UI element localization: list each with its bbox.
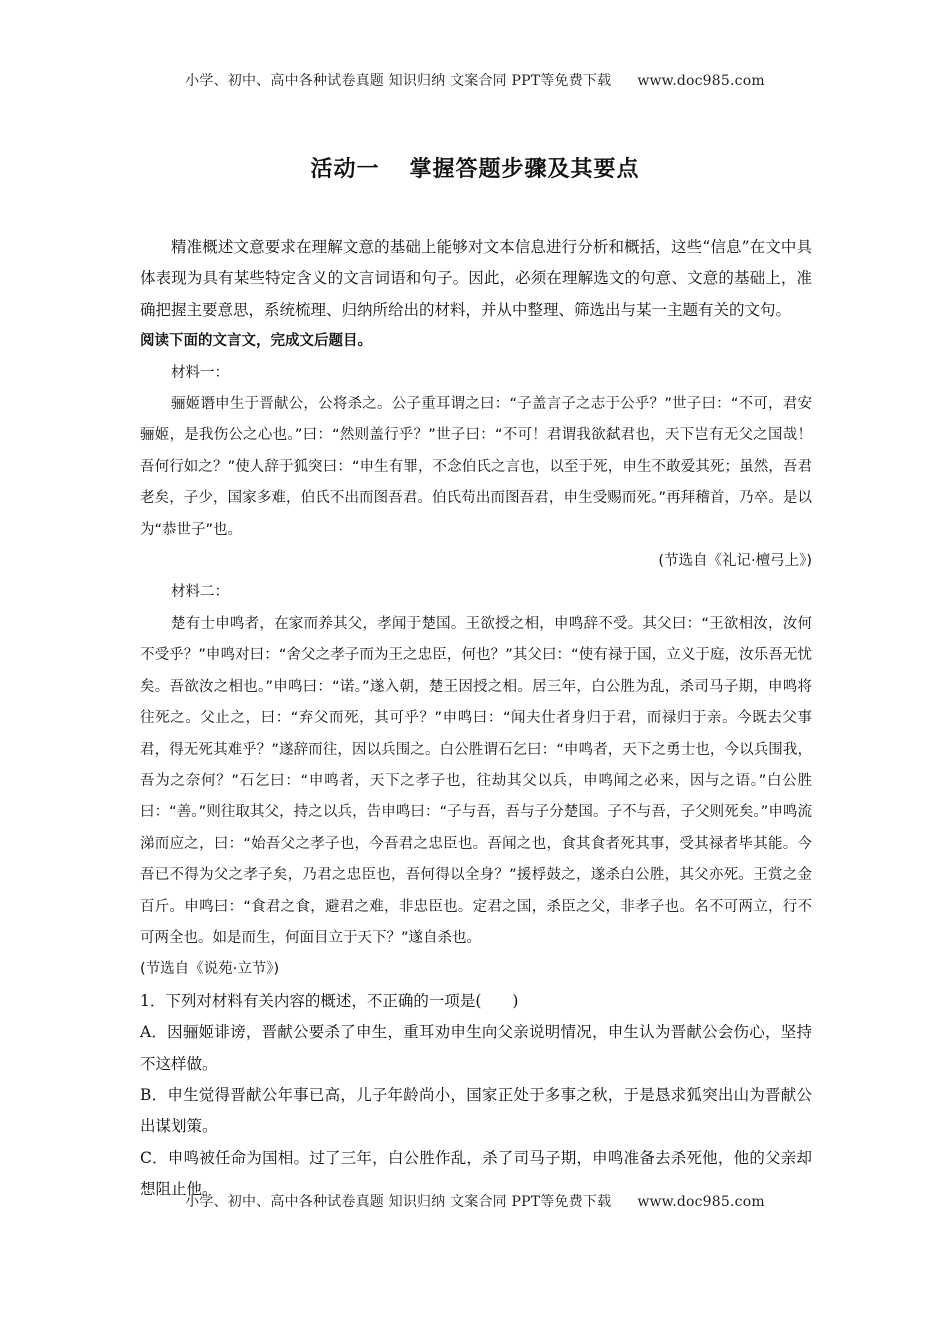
material-2-source: (节选自《说苑·立节》)	[140, 961, 280, 978]
page-title	[0, 152, 950, 183]
footer-text: 小学、初中、高中各种试卷真题 知识归纳 文案合同 PPT等免费下载	[185, 1194, 612, 1210]
header-url[interactable]: www.doc985.com	[637, 73, 765, 89]
page-header	[0, 70, 950, 90]
question-option-b: B．申生觉得晋献公年事已高，儿子年龄尚小，国家正处于多事之秋，于是恳求狐突出山为晋献公出谋划策。	[140, 1085, 812, 1136]
material-2-text: 楚有士申鸣者，在家而养其父，孝闻于楚国。王欲授之相，申鸣辞不受。其父曰：“王欲相汝，汝何不受乎？”申鸣对曰：“舍父之孝子而为王之忠臣，何也？”其父曰：“使有禄于国，立义于庭，汝乐吾无忧矣。吾欲汝之相也。”申鸣曰：“诺。”遂入朝，楚王因授之相。居三年，白公胜为乱，杀司马子期，申鸣将往死之。父止之，曰：“弃父而死，其可乎？”申鸣曰：“闻夫仕者身归于君，而禄归于亲。今既去父事君，得无死其难乎？”遂辞而往，因以兵围之。白公胜谓石乞曰：“申鸣者，天下之勇士也，今以兵围我，吾为之奈何？”石乞曰：“申鸣者，天下之孝子也，往劫其父以兵，申鸣闻之必来，因与之语。”白公胜曰：“善。”则往取其父，持之以兵，告申鸣曰：“子与吾，吾与子分楚国。子不与吾，子父则死矣。”申鸣流涕而应之，曰：“始吾父之孝子也，今吾君之忠臣也。吾闻之也，食其食者死其事，受其禄者毕其能。今吾已不得为父之孝子矣，乃君之忠臣也，吾何得以全身？”援桴鼓之，遂杀白公胜，其父亦死。王赏之金百斤。申鸣曰：“食君之食，避君之难，非忠臣也。定君之国，杀臣之父，非孝子也。名不可两立，行不可两全也。如是而生，何面目立于天下？”遂自杀也。	[140, 615, 812, 946]
reading-instruction: 阅读下面的文言文，完成文后题目。	[140, 333, 372, 350]
page-footer	[0, 1191, 950, 1211]
document-body	[140, 232, 812, 1206]
material-1-label: 材料一：	[171, 364, 229, 381]
material-1-source: (节选自《礼记·檀弓上》)	[658, 553, 812, 570]
header-text: 小学、初中、高中各种试卷真题 知识归纳 文案合同 PPT等免费下载	[185, 73, 612, 89]
title-part-1: 活动一	[310, 157, 380, 182]
material-1-text: 骊姬谮申生于晋献公，公将杀之。公子重耳谓之曰：“子盖言子之志于公乎？”世子曰：“不可，君安骊姬，是我伤公之心也。”曰：“然则盖行乎？”世子曰：“不可！君谓我欲弑君也，天下岂有无父之国哉！吾何行如之？”使人辞于狐突曰：“申生有罪，不念伯氏之言也，以至于死，申生不敢爱其死；虽然，吾君老矣，子少，国家多难，伯氏不出而图吾君。伯氏苟出而图吾君，申生受赐而死。”再拜稽首，乃卒。是以为“恭世子”也。	[140, 396, 812, 538]
question-stem: 1．下列对材料有关内容的概述，不正确的一项是( )	[140, 991, 519, 1010]
footer-url[interactable]: www.doc985.com	[637, 1194, 765, 1210]
material-2-label: 材料二：	[171, 584, 229, 601]
question-option-c: C．申鸣被任命为国相。过了三年，白公胜作乱，杀了司马子期，申鸣准备去杀死他，他的父亲却想阻止他。	[140, 1148, 812, 1199]
intro-paragraph: 精准概述文意要求在理解文意的基础上能够对文本信息进行分析和概括，这些“信息”在文中具体表现为具有某些特定含义的文言词语和句子。因此，必须在理解选文的句意、文意的基础上，准确把握主要意思，系统梳理、归纳所给出的材料，并从中整理、筛选出与某一主题有关的文句。	[140, 238, 812, 319]
question-option-a: A．因骊姬诽谤，晋献公要杀了申生，重耳劝申生向父亲说明情况，申生认为晋献公会伤心，坚持不这样做。	[140, 1023, 812, 1073]
title-part-2: 掌握答题步骤及其要点	[409, 157, 640, 182]
